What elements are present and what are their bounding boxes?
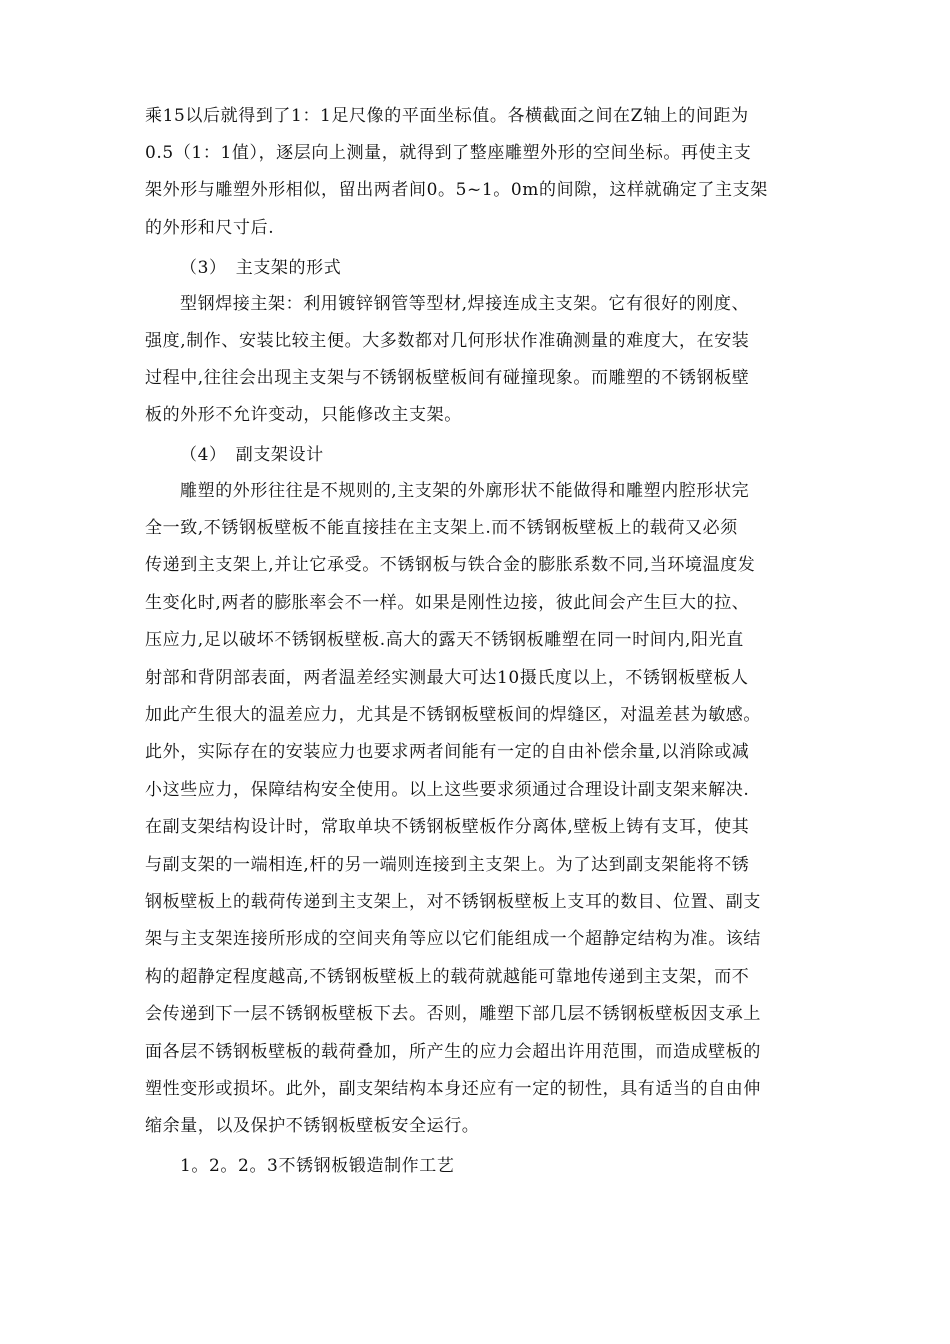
text-line-25: 会传递到下一层不锈钢板壁板下去。否则，雕塑下部几层不锈钢板壁板因支承上	[145, 1004, 761, 1024]
text-line-16: 射部和背阴部表面，两者温差经实测最大可达10摄氏度以上，不锈钢板壁板人	[145, 668, 749, 688]
text-line-1: 乘15以后就得到了1：1足尺像的平面坐标值。各横截面之间在Z轴上的间距为	[145, 106, 749, 126]
text-line-21: 与副支架的一端相连,杆的另一端则连接到主支架上。为了达到副支架能将不锈	[145, 855, 750, 875]
text-line-18: 此外，实际存在的安装应力也要求两者间能有一定的自由补偿余量,以消除或减	[145, 742, 750, 762]
text-line-9: 板的外形不允许变动，只能修改主支架。	[145, 405, 462, 425]
text-line-11: 雕塑的外形往往是不规则的,主支架的外廓形状不能做得和雕塑内腔形状完	[180, 481, 750, 501]
text-line-7: 强度,制作、安装比较主便。大多数都对几何形状作准确测量的难度大，在安装	[145, 331, 750, 351]
section-heading-3: （3） 主支架的形式	[180, 258, 342, 278]
text-line-15: 压应力,足以破坏不锈钢板壁板.高大的露天不锈钢板雕塑在同一时间内,阳光直	[145, 630, 744, 650]
section-heading-4: （4） 副支架设计	[180, 445, 324, 465]
text-line-2: 0.5（1：1值），逐层向上测量，就得到了整座雕塑外形的空间坐标。再使主支	[145, 143, 752, 163]
text-line-14: 生变化时,两者的膨胀率会不一样。如果是刚性边接，彼此间会产生巨大的拉、	[145, 593, 750, 613]
text-line-20: 在副支架结构设计时，常取单块不锈钢板壁板作分离体,壁板上铸有支耳，使其	[145, 817, 750, 837]
text-line-3: 架外形与雕塑外形相似，留出两者间0。5~1。0m的间隙，这样就确定了主支架	[145, 180, 768, 200]
section-heading-1223: 1。2。2。3不锈钢板锻造制作工艺	[180, 1156, 455, 1176]
text-line-22: 钢板壁板上的载荷传递到主支架上，对不锈钢板壁板上支耳的数目、位置、副支	[145, 892, 761, 912]
text-line-24: 构的超静定程度越高,不锈钢板壁板上的载荷就越能可靠地传递到主支架，而不	[145, 967, 750, 987]
text-line-4: 的外形和尺寸后.	[145, 218, 275, 238]
text-line-28: 缩余量，以及保护不锈钢板壁板安全运行。	[145, 1116, 480, 1136]
text-line-23: 架与主支架连接所形成的空间夹角等应以它们能组成一个超静定结构为准。该结	[145, 929, 761, 949]
text-line-6: 型钢焊接主架：利用镀锌钢管等型材,焊接连成主支架。它有很好的刚度、	[180, 294, 750, 314]
text-line-8: 过程中,往往会出现主支架与不锈钢板壁板间有碰撞现象。而雕塑的不锈钢板壁	[145, 368, 750, 388]
text-line-26: 面各层不锈钢板壁板的载荷叠加，所产生的应力会超出许用范围，而造成壁板的	[145, 1042, 761, 1062]
text-line-19: 小这些应力，保障结构安全使用。以上这些要求须通过合理设计副支架来解决.	[145, 780, 750, 800]
text-line-17: 加此产生很大的温差应力，尤其是不锈钢板壁板间的焊缝区，对温差甚为敏感。	[145, 705, 761, 725]
text-line-27: 塑性变形或损坏。此外，副支架结构本身还应有一定的韧性，具有适当的自由伸	[145, 1079, 761, 1099]
text-line-13: 传递到主支架上,并让它承受。不锈钢板与铁合金的膨胀系数不同,当环境温度发	[145, 555, 756, 575]
text-line-12: 全一致,不锈钢板壁板不能直接挂在主支架上.而不锈钢板壁板上的载荷又必须	[145, 518, 738, 538]
